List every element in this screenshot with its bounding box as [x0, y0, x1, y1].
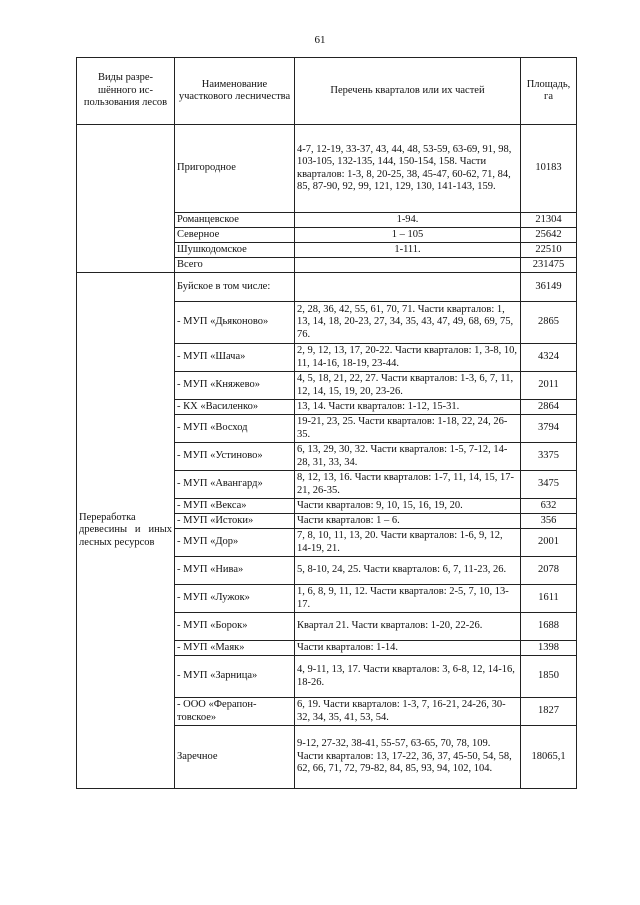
area-value: 2864 — [521, 400, 577, 415]
area-value: 2078 — [521, 557, 577, 585]
quarters-list: 13, 14. Части кварталов: 1-12, 15-31. — [295, 400, 521, 415]
forestry-name: Романцевское — [175, 213, 295, 228]
quarters-list: 1-111. — [295, 243, 521, 258]
area-value: 1398 — [521, 641, 577, 656]
quarters-list — [295, 273, 521, 302]
area-value: 18065,1 — [521, 726, 577, 789]
forestry-name: - МУП «Истоки» — [175, 514, 295, 529]
area-value: 356 — [521, 514, 577, 529]
forestry-name: - МУП «Шача» — [175, 344, 295, 372]
area-value: 1827 — [521, 698, 577, 726]
forestry-name: - МУП «Восход — [175, 415, 295, 443]
forestry-name: - МУП «Дор» — [175, 529, 295, 557]
use-type-cell-empty — [77, 125, 175, 273]
area-value: 3375 — [521, 443, 577, 471]
area-value: 3475 — [521, 471, 577, 499]
area-value: 231475 — [521, 258, 577, 273]
quarters-list: Квартал 21. Части кварталов: 1-20, 22-26. — [295, 613, 521, 641]
area-value: 25642 — [521, 228, 577, 243]
table-row — [77, 125, 577, 213]
forestry-name: - МУП «Нива» — [175, 557, 295, 585]
header-quarters: Перечень кварталов или их частей — [295, 58, 521, 125]
area-value: 1611 — [521, 585, 577, 613]
quarters-list: 2, 28, 36, 42, 55, 61, 70, 71. Части кварталов: 1, 13, 14, 18, 20-23, 27, 34, 35, 43, 47, 49, 68, 69, 75, 76. — [295, 302, 521, 344]
forestry-name: Всего — [175, 258, 295, 273]
area-value: 3794 — [521, 415, 577, 443]
quarters-list: 8, 12, 13, 16. Части кварталов: 1-7, 11, 14, 15, 17-21, 26-35. — [295, 471, 521, 499]
quarters-list: 1, 6, 8, 9, 11, 12. Части кварталов: 2-5, 7, 10, 13-17. — [295, 585, 521, 613]
forestry-name: Пригородное — [175, 125, 295, 213]
header-area: Площадь, га — [521, 58, 577, 125]
quarters-list: 4, 5, 18, 21, 22, 27. Части кварталов: 1-3, 6, 7, 11, 12, 14, 15, 19, 20, 23-26. — [295, 372, 521, 400]
forestry-name: - МУП «Маяк» — [175, 641, 295, 656]
forestry-name: - МУП «Векса» — [175, 499, 295, 514]
quarters-list: 6, 13, 29, 30, 32. Части кварталов: 1-5, 7-12, 14-28, 31, 33, 34. — [295, 443, 521, 471]
page-number: 61 — [314, 34, 326, 46]
quarters-list: 7, 8, 10, 11, 13, 20. Части кварталов: 1-6, 9, 12, 14-19, 21. — [295, 529, 521, 557]
forestry-name: - МУП «Лужок» — [175, 585, 295, 613]
area-value: 21304 — [521, 213, 577, 228]
area-value: 10183 — [521, 125, 577, 213]
forestry-name: - МУП «Авангард» — [175, 471, 295, 499]
forestry-name: - КХ «Василенко» — [175, 400, 295, 415]
forestry-name: Шушкодомское — [175, 243, 295, 258]
forestry-name: Заречное — [175, 726, 295, 789]
quarters-list: 1 – 105 — [295, 228, 521, 243]
forestry-name: Буйское в том числе: — [175, 273, 295, 302]
header-use-type: Виды разре-шённого ис-пользования лесов — [77, 58, 175, 125]
quarters-list: 2, 9, 12, 13, 17, 20-22. Части кварталов: 1, 3-8, 10, 11, 14-16, 18-19, 23-44. — [295, 344, 521, 372]
quarters-list: 5, 8-10, 24, 25. Части кварталов: 6, 7, 11-23, 26. — [295, 557, 521, 585]
quarters-list: 19-21, 23, 25. Части кварталов: 1-18, 22, 24, 26-35. — [295, 415, 521, 443]
area-value: 2001 — [521, 529, 577, 557]
quarters-list: 1-94. — [295, 213, 521, 228]
table-header-row — [77, 58, 577, 125]
quarters-list: Части кварталов: 9, 10, 15, 16, 19, 20. — [295, 499, 521, 514]
forestry-name: - МУП «Зарница» — [175, 656, 295, 698]
area-value: 1850 — [521, 656, 577, 698]
forestry-name: - МУП «Устиново» — [175, 443, 295, 471]
quarters-list: 4-7, 12-19, 33-37, 43, 44, 48, 53-59, 63-69, 91, 98, 103-105, 132-135, 144, 150-154, 158. Части кварталов: 1-3, 8, 20-25, 38, 45-47, 60-62, 71, 84, 85, 87-90, 92, 99, 121, 129, 130, 141-143, 159. — [295, 125, 521, 213]
forestry-name: Северное — [175, 228, 295, 243]
area-value: 22510 — [521, 243, 577, 258]
forestry-name: - ООО «Ферапон-товское» — [175, 698, 295, 726]
area-value: 36149 — [521, 273, 577, 302]
quarters-list: Части кварталов: 1 – 6. — [295, 514, 521, 529]
use-type-cell: Переработка древесины и иных лесных ресурсов — [77, 273, 175, 789]
forestry-name: - МУП «Дьяконово» — [175, 302, 295, 344]
quarters-list: Части кварталов: 1-14. — [295, 641, 521, 656]
area-value: 632 — [521, 499, 577, 514]
forestry-name: - МУП «Княжево» — [175, 372, 295, 400]
quarters-list: 6, 19. Части кварталов: 1-3, 7, 16-21, 24-26, 30-32, 34, 35, 41, 53, 54. — [295, 698, 521, 726]
forestry-name: - МУП «Борок» — [175, 613, 295, 641]
forest-use-table — [76, 57, 577, 789]
area-value: 4324 — [521, 344, 577, 372]
quarters-list: 9-12, 27-32, 38-41, 55-57, 63-65, 70, 78, 109. Части кварталов: 13, 17-22, 36, 37, 45-50, 54, 58, 62, 66, 71, 72, 79-82, 84, 85, 93, 94, 102, 104. — [295, 726, 521, 789]
area-value: 2865 — [521, 302, 577, 344]
quarters-list — [295, 258, 521, 273]
table-row — [77, 273, 577, 302]
area-value: 2011 — [521, 372, 577, 400]
header-forestry: Наименование участкового лесничества — [175, 58, 295, 125]
quarters-list: 4, 9-11, 13, 17. Части кварталов: 3, 6-8, 12, 14-16, 18-26. — [295, 656, 521, 698]
area-value: 1688 — [521, 613, 577, 641]
